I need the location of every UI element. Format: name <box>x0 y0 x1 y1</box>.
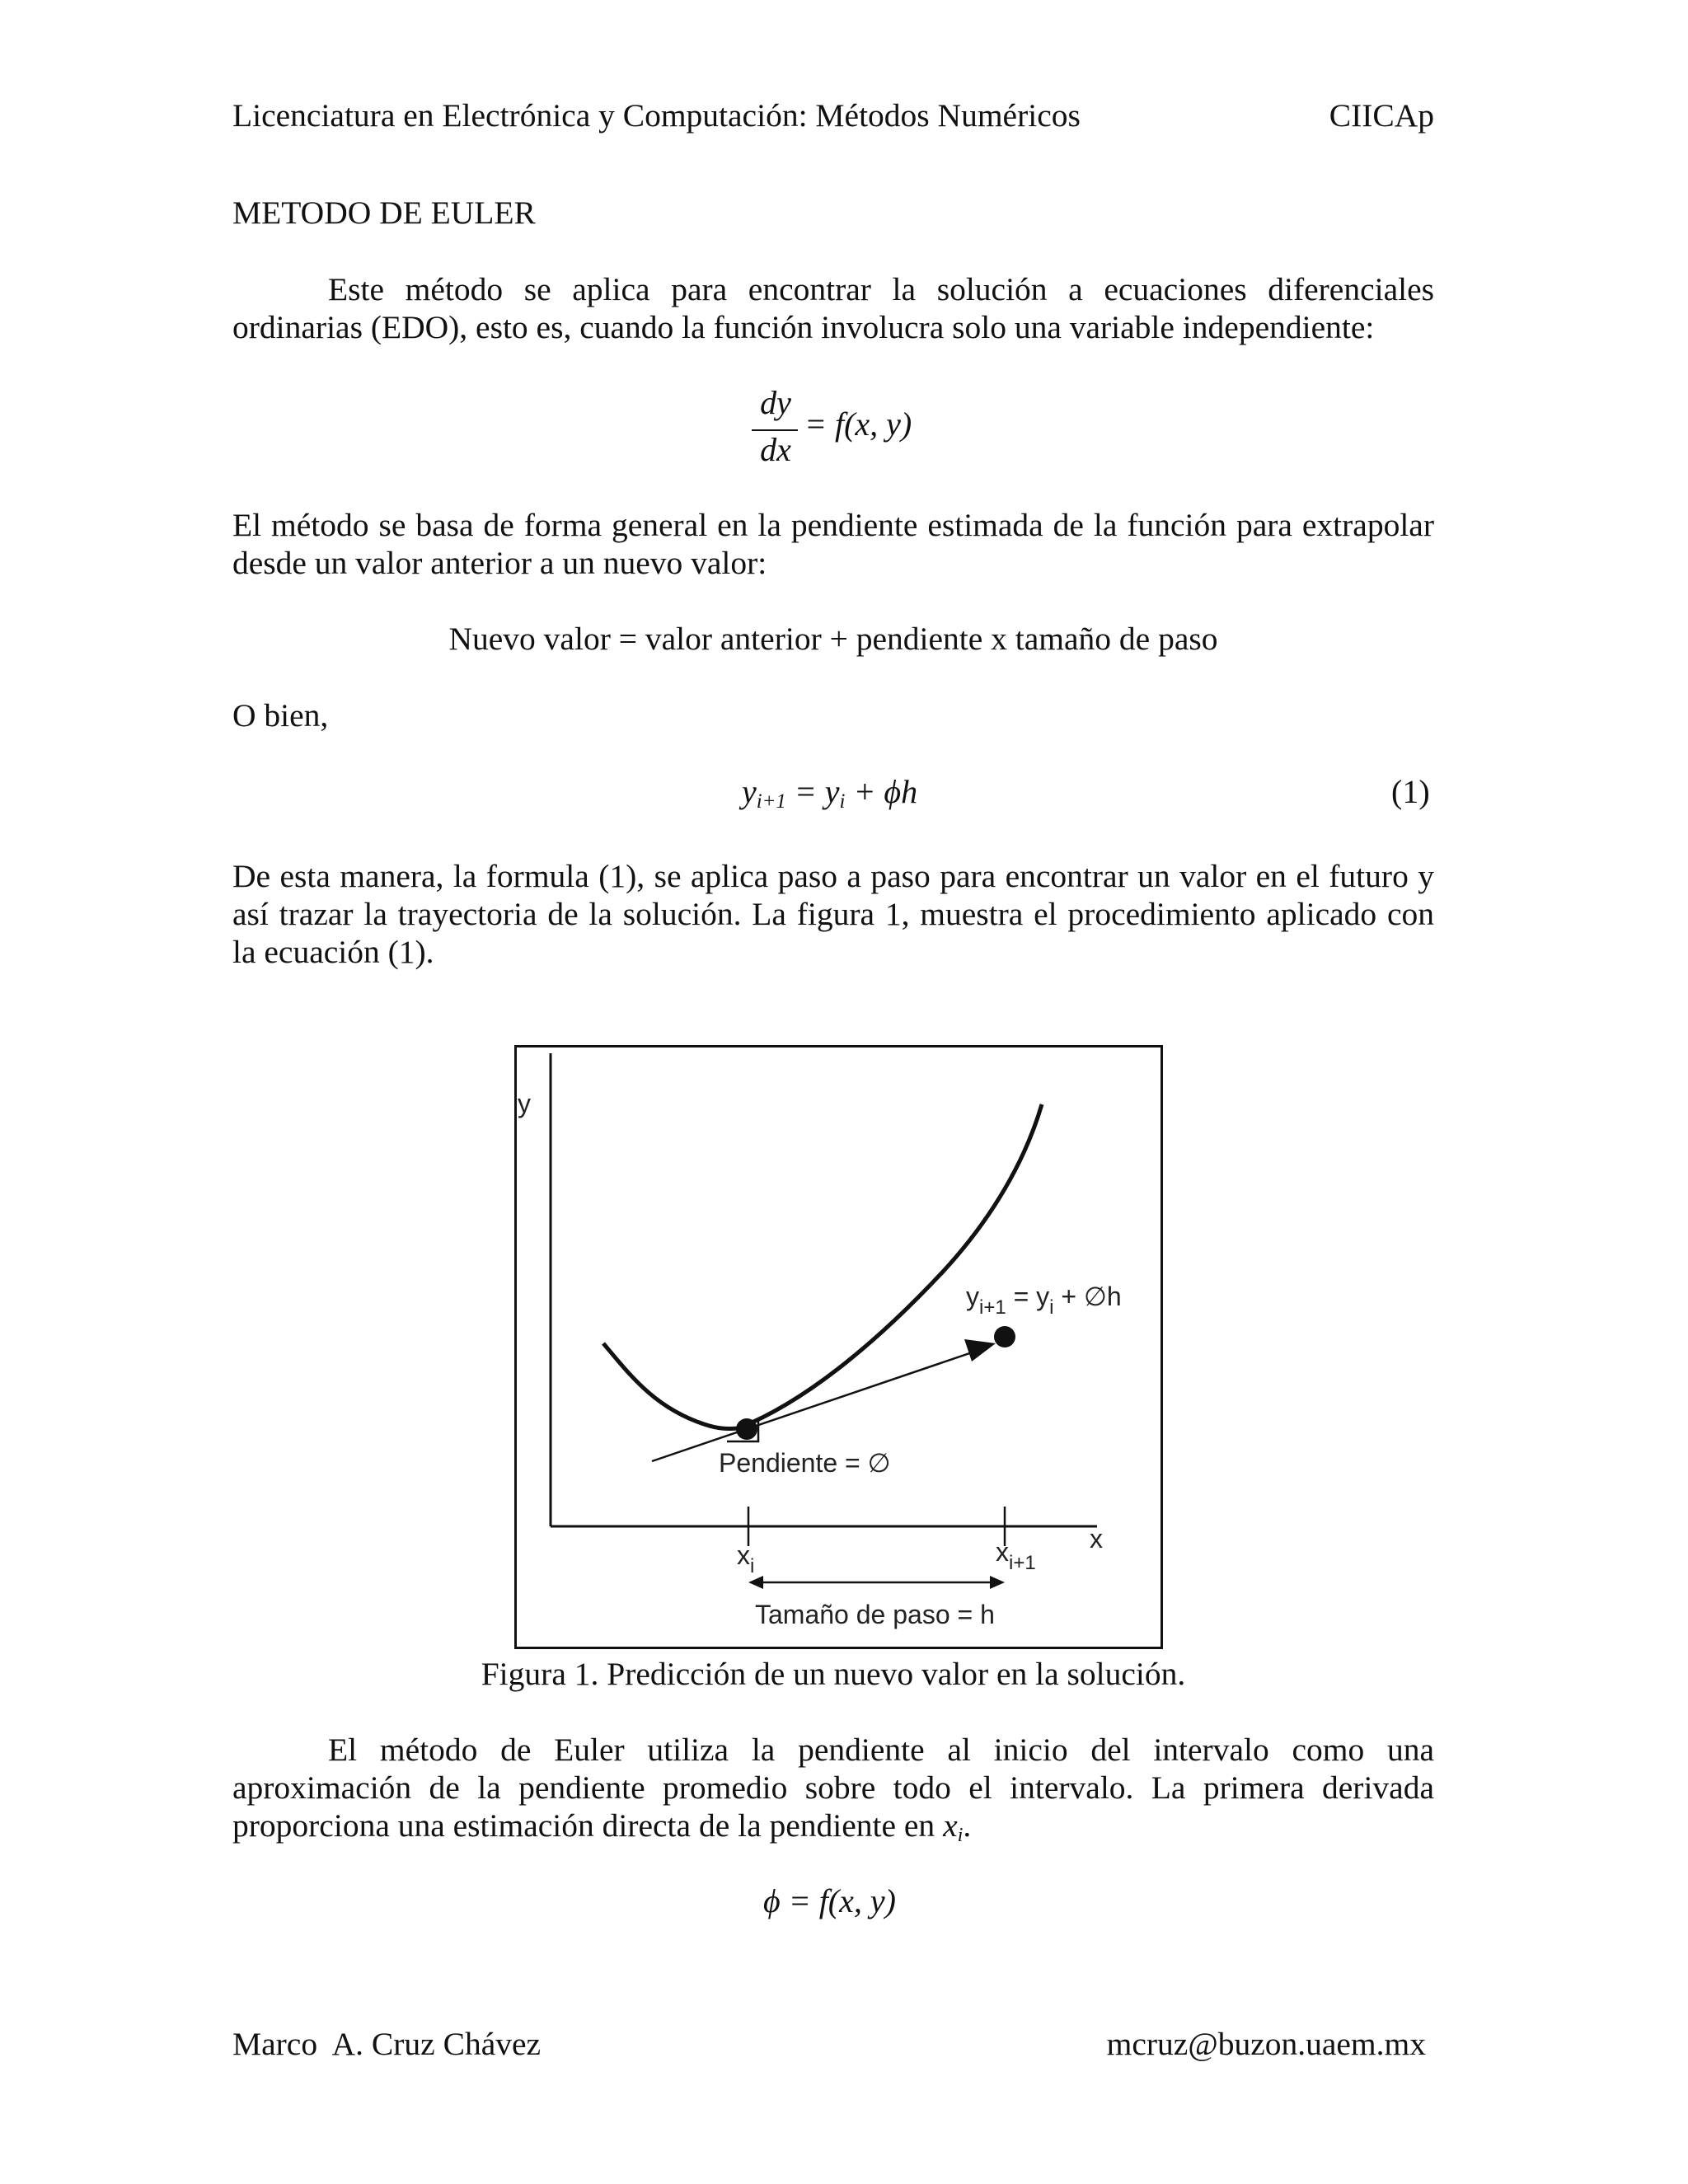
para1-line1: Este método se aplica para encontrar la solución a ecuaciones diferenciales <box>328 271 1434 307</box>
header-right: CIICAp <box>1329 97 1434 134</box>
running-footer <box>232 2025 1434 2063</box>
para4-var: x <box>943 1807 958 1844</box>
para4-line3a: proporciona una estimación directa de la pendiente en <box>232 1807 944 1844</box>
para4-line3 <box>232 1807 1434 1854</box>
tick-label-xi <box>737 1540 754 1577</box>
point-predicted <box>994 1326 1015 1347</box>
para4-end: . <box>963 1807 972 1844</box>
para4-sub: i <box>957 1824 964 1847</box>
eq-ode-rhs: = f(x, y) <box>804 405 912 443</box>
xi: x <box>737 1540 750 1570</box>
pred-eq: = y <box>1006 1282 1050 1311</box>
eq-ode-numerator: dy <box>760 384 791 421</box>
para4-line1: El método de Euler utiliza la pendiente al inicio del intervalo como una <box>328 1732 1434 1768</box>
para3-line3: la ecuación (1). <box>232 934 434 970</box>
para2-line1: El método se basa de forma general en la pendiente estimada de la función para extrapolar <box>232 507 1434 543</box>
footer-right: mcruz@buzon.uaem.mx <box>1106 2026 1426 2062</box>
x-axis-label: x <box>1090 1524 1103 1554</box>
step-label: Tamaño de paso = h <box>755 1600 995 1629</box>
para2-line2: desde un valor anterior a un nuevo valor: <box>232 545 767 581</box>
figure-caption: Figura 1. Predicción de un nuevo valor en la solución. <box>481 1656 1186 1692</box>
para1-line2: ordinarias (EDO), esto es, cuando la función involucra solo una variable independiente: <box>232 309 1375 345</box>
pred-y: y <box>966 1282 979 1311</box>
prediction-label <box>966 1282 1122 1319</box>
eq-phi: ϕ = f(x, y) <box>763 1882 896 1919</box>
eq1 <box>742 773 917 821</box>
slope-label: Pendiente = ∅ <box>719 1448 891 1478</box>
step-arrow-left-head <box>748 1576 763 1589</box>
tangent-line <box>652 1348 984 1461</box>
o-bien: O bien, <box>232 697 329 733</box>
eq-ode-denominator: dx <box>760 431 791 468</box>
solution-curve <box>603 1104 1042 1428</box>
pred-sub1: i+1 <box>979 1296 1006 1319</box>
rule-statement: Nuevo valor = valor anterior + pendiente x tamaño de paso <box>448 621 1218 657</box>
running-header <box>232 96 1434 134</box>
eq1-y: y <box>742 773 757 810</box>
step-arrow-right-head <box>990 1576 1005 1589</box>
xi1: x <box>996 1537 1009 1567</box>
footer-left: Marco A. Cruz Chávez <box>232 2026 542 2062</box>
xi1-sub: i+1 <box>1009 1552 1036 1574</box>
eq1-sub-next: i+1 <box>756 790 786 813</box>
tick-label-xi1 <box>996 1537 1036 1574</box>
eq1-rest: + ϕh <box>845 773 918 810</box>
point-current <box>736 1418 757 1440</box>
para3-line2: así trazar la trayectoria de la solución. La figura 1, muestra el procedimiento aplicado con <box>232 896 1434 932</box>
y-axis-label: y <box>518 1089 531 1118</box>
section-title: METODO DE EULER <box>232 194 536 231</box>
para4-line2: aproximación de la pendiente promedio sobre todo el intervalo. La primera derivada <box>232 1769 1434 1806</box>
para3-line1: De esta manera, la formula (1), se aplica paso a paso para encontrar un valor en el futuro y <box>232 858 1434 894</box>
eq1-sub-i: i <box>839 790 846 813</box>
figure-euler <box>514 1045 1163 1649</box>
eq1-eq: = y <box>785 773 840 810</box>
eq1-number: (1) <box>1391 773 1430 810</box>
pred-sub2: i <box>1049 1296 1054 1319</box>
tangent-arrowhead <box>964 1339 996 1361</box>
pred-rest: + ∅h <box>1053 1282 1122 1311</box>
header-left: Licenciatura en Electrónica y Computación: Métodos Numéricos <box>232 97 1081 134</box>
xi-sub: i <box>750 1555 755 1577</box>
